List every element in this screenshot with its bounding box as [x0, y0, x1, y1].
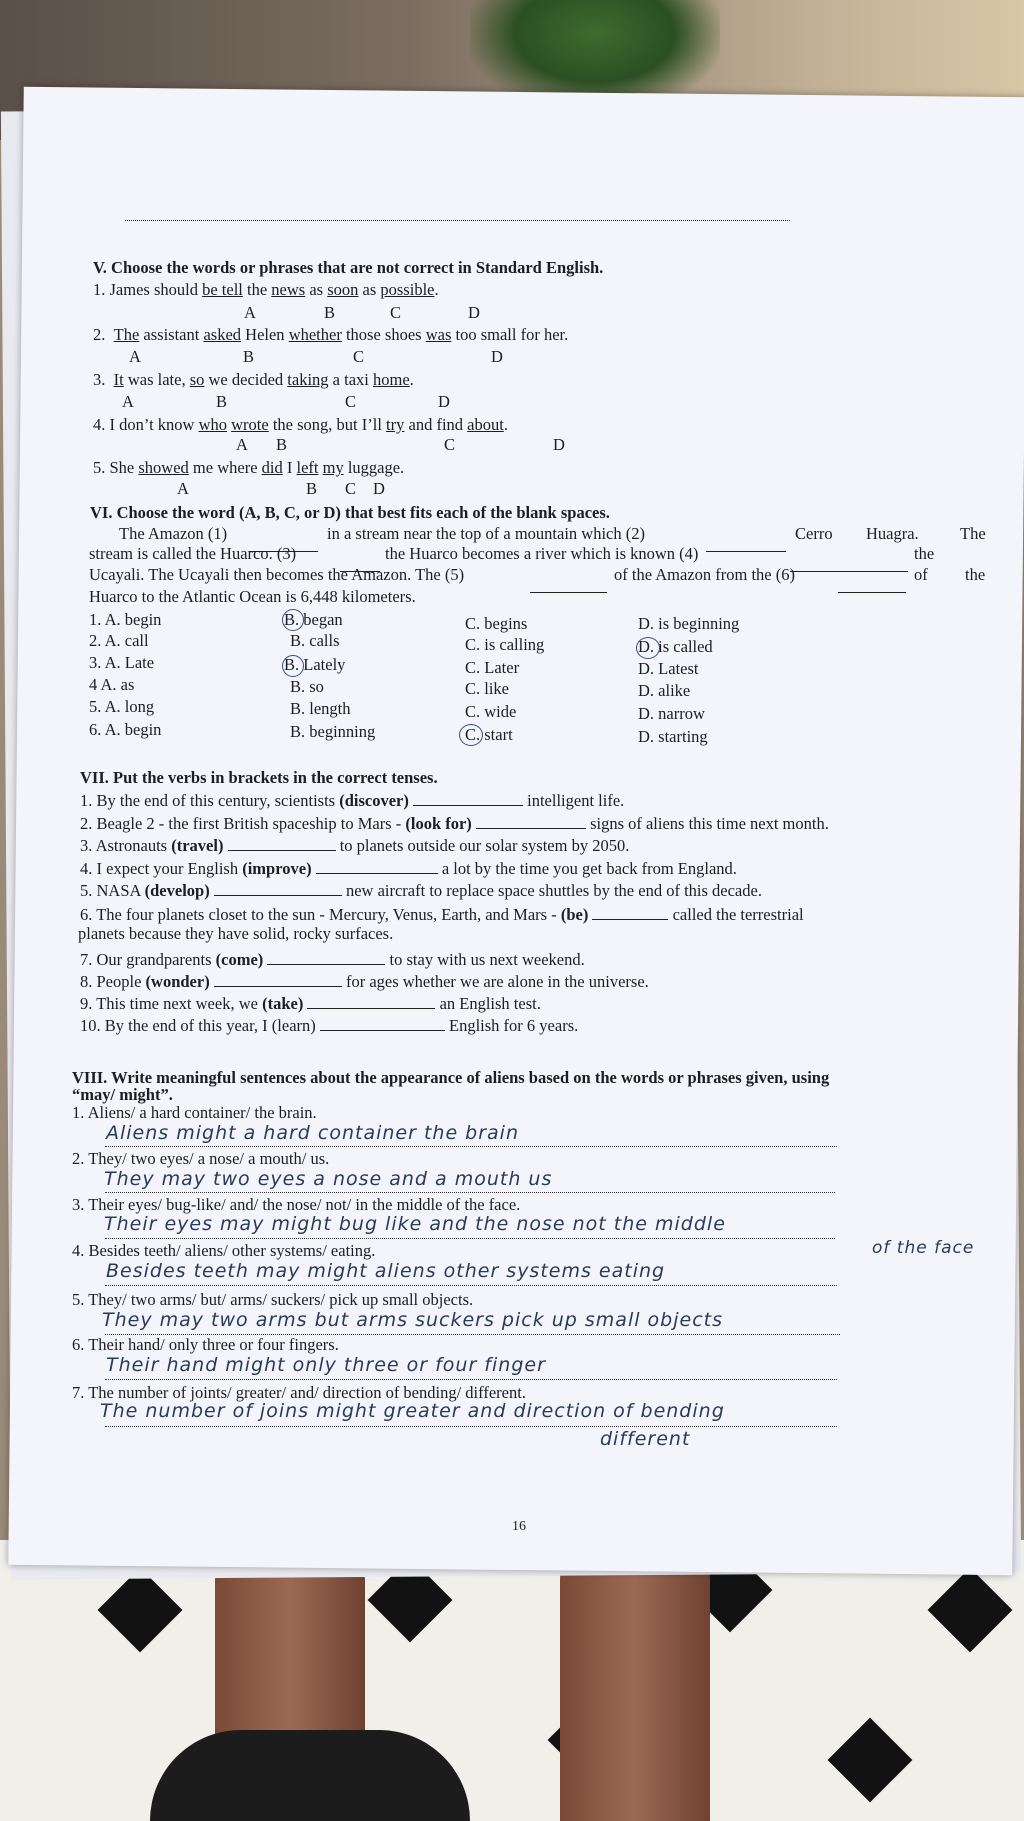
option-a: 1. A. begin	[89, 610, 162, 629]
s7-item1: 1. By the end of this century, scientists (discover) intelligent life.	[80, 791, 625, 810]
passage-text: the Huarco becomes a river which is known (4)	[385, 544, 699, 563]
answer-line	[105, 1424, 837, 1427]
option-d: D. Latest	[638, 659, 699, 678]
option-c: C. like	[465, 679, 509, 698]
letter-d: D	[491, 347, 503, 366]
letter-c: C	[444, 435, 456, 454]
passage-text: the	[965, 565, 986, 584]
page-number: 16	[512, 1519, 526, 1534]
answer-circle	[459, 724, 483, 746]
s8-prompt2: 2. They/ two eyes/ a nose/ a mouth/ us.	[72, 1149, 330, 1168]
letter-d: D	[553, 435, 565, 454]
s7-item4: 4. I expect your English (improve) a lot by the time you get back from England.	[80, 859, 737, 878]
letter-c: C	[345, 392, 357, 411]
letter-d: D	[438, 392, 450, 411]
s7-item3: 3. Astronauts (travel) to planets outside our solar system by 2050.	[80, 836, 630, 855]
letter-a: A	[129, 347, 141, 366]
option-c: C. start	[465, 725, 513, 744]
s8-answer3: Their eyes may might bug like and the nose not the middle	[104, 1213, 726, 1235]
s7-item5: 5. NASA (develop) new aircraft to replace space shuttles by the end of this decade.	[80, 881, 762, 900]
answer-circle	[282, 609, 304, 631]
letter-c: C	[353, 347, 365, 366]
passage-text: The	[960, 524, 986, 543]
option-d: D. narrow	[638, 704, 705, 723]
s7-item7: 7. Our grandparents (come) to stay with us next weekend.	[80, 950, 585, 969]
option-c: C. Later	[465, 658, 520, 677]
passage-text: The Amazon (1)	[119, 524, 228, 543]
s8-prompt5: 5. They/ two arms/ but/ arms/ suckers/ pick up small objects.	[72, 1290, 474, 1309]
s8-prompt7: 7. The number of joints/ greater/ and/ direction of bending/ different.	[72, 1383, 526, 1402]
letter-b: B	[216, 392, 228, 411]
s8-answer7-extra: different	[600, 1428, 691, 1450]
option-b: B. length	[290, 699, 351, 718]
s8-prompt6: 6. Their hand/ only three or four fingers.	[72, 1335, 339, 1354]
answer-line	[105, 1236, 835, 1239]
section8-heading-cont: “may/ might”.	[72, 1085, 173, 1104]
s5-item1: 1. James should be tell the news as soon as possible.	[93, 280, 439, 299]
option-b: B. began	[284, 610, 343, 629]
option-d: D. starting	[638, 727, 708, 746]
letter-a: A	[244, 303, 256, 322]
option-d: D. alike	[638, 681, 691, 700]
s8-prompt1: 1. Aliens/ a hard container/ the brain.	[72, 1103, 317, 1122]
s8-answer4: Besides teeth may might aliens other systems eating	[106, 1260, 666, 1282]
s7-item10: 10. By the end of this year, I (learn) English for 6 years.	[80, 1016, 579, 1035]
letter-a: A	[122, 392, 134, 411]
s5-item4: 4. I don’t know who wrote the song, but I’ll try and find about.	[93, 415, 508, 434]
option-d: D. is beginning	[638, 614, 740, 633]
s8-answer7: The number of joins might greater and direction of bending	[100, 1400, 725, 1422]
letter-a: A	[236, 435, 248, 454]
answer-line	[105, 1190, 835, 1193]
section6-heading: VI. Choose the word (A, B, C, or D) that best fits each of the blank spaces.	[90, 503, 610, 522]
option-a: 4 A. as	[89, 675, 135, 694]
letter-b: B	[243, 347, 255, 366]
option-b: B. calls	[290, 631, 340, 650]
s7-item6-cont: planets because they have solid, rocky surfaces.	[78, 924, 394, 943]
letter-b: B	[306, 479, 318, 498]
option-d: D. is called	[638, 637, 713, 656]
blank-6	[838, 579, 906, 597]
option-a: 5. A. long	[89, 697, 155, 716]
s8-prompt3: 3. Their eyes/ bug-like/ and/ the nose/ not/ in the middle of the face.	[72, 1195, 521, 1214]
letter-a: A	[177, 479, 189, 498]
s8-answer1: Aliens might a hard container the brain	[106, 1122, 520, 1144]
s5-item5: 5. She showed me where did I left my luggage.	[93, 458, 405, 477]
letter-c: C	[390, 303, 402, 322]
top-rule	[125, 218, 790, 221]
passage-text: Huarco to the Atlantic Ocean is 6,448 kilometers.	[89, 587, 416, 606]
s8-prompt4: 4. Besides teeth/ aliens/ other systems/ eating.	[72, 1241, 376, 1260]
answer-line	[105, 1283, 837, 1286]
option-c: C. begins	[465, 614, 528, 633]
blank-4	[790, 558, 908, 576]
section5-heading: V. Choose the words or phrases that are not correct in Standard English.	[93, 258, 604, 277]
letter-c: C	[345, 479, 357, 498]
letter-d: D	[468, 303, 480, 322]
s7-item6: 6. The four planets closet to the sun - Mercury, Venus, Earth, and Mars - (be) called the terrestrial	[80, 905, 804, 924]
s7-item2: 2. Beagle 2 - the first British spaceship to Mars - (look for) signs of aliens this time next month.	[80, 814, 829, 833]
s5-item2: 2. The assistant asked Helen whether those shoes was too small for her.	[93, 325, 569, 344]
answer-line	[105, 1377, 837, 1380]
passage-text: stream is called the Huarco. (3)	[89, 544, 297, 563]
passage-text: Cerro	[795, 524, 833, 543]
passage-text: in a stream near the top of a mountain which (2)	[327, 524, 645, 543]
s8-answer2: They may two eyes a nose and a mouth us	[104, 1168, 553, 1190]
answer-circle	[636, 637, 660, 659]
answer-circle	[282, 655, 304, 677]
s7-item9: 9. This time next week, we (take) an English test.	[80, 994, 541, 1013]
option-b: B. beginning	[290, 722, 376, 741]
option-a: 6. A. begin	[89, 720, 162, 739]
s5-item3: 3. It was late, so we decided taking a taxi home.	[93, 370, 414, 389]
option-a: 2. A. call	[89, 631, 149, 650]
passage-text: of the Amazon from the (6)	[614, 565, 795, 584]
passage-text: the	[914, 544, 935, 563]
section7-heading: VII. Put the verbs in brackets in the correct tenses.	[80, 768, 438, 787]
section8-heading: VIII. Write meaningful sentences about the appearance of aliens based on the words or phrases given, using	[72, 1068, 830, 1087]
blank-2	[706, 538, 786, 556]
option-c: C. is calling	[465, 635, 545, 654]
option-c: C. wide	[465, 702, 517, 721]
option-a: 3. A. Late	[89, 653, 155, 672]
s8-answer3-extra: of the face	[872, 1238, 975, 1258]
passage-text: Huagra.	[866, 524, 919, 543]
s8-answer6: Their hand might only three or four finger	[106, 1354, 546, 1376]
option-b: B. so	[290, 677, 324, 696]
s8-answer5: They may two arms but arms suckers pick up small objects	[102, 1309, 723, 1331]
letter-b: B	[276, 435, 288, 454]
letter-d: D	[373, 479, 385, 498]
s7-item8: 8. People (wonder) for ages whether we are alone in the universe.	[80, 972, 649, 991]
passage-text: Ucayali. The Ucayali then becomes the Amazon. The (5)	[89, 565, 465, 584]
answer-line	[105, 1144, 837, 1147]
letter-b: B	[324, 303, 336, 322]
blank-5	[530, 579, 607, 597]
passage-text: of	[914, 565, 928, 584]
option-b: B. Lately	[284, 655, 346, 674]
